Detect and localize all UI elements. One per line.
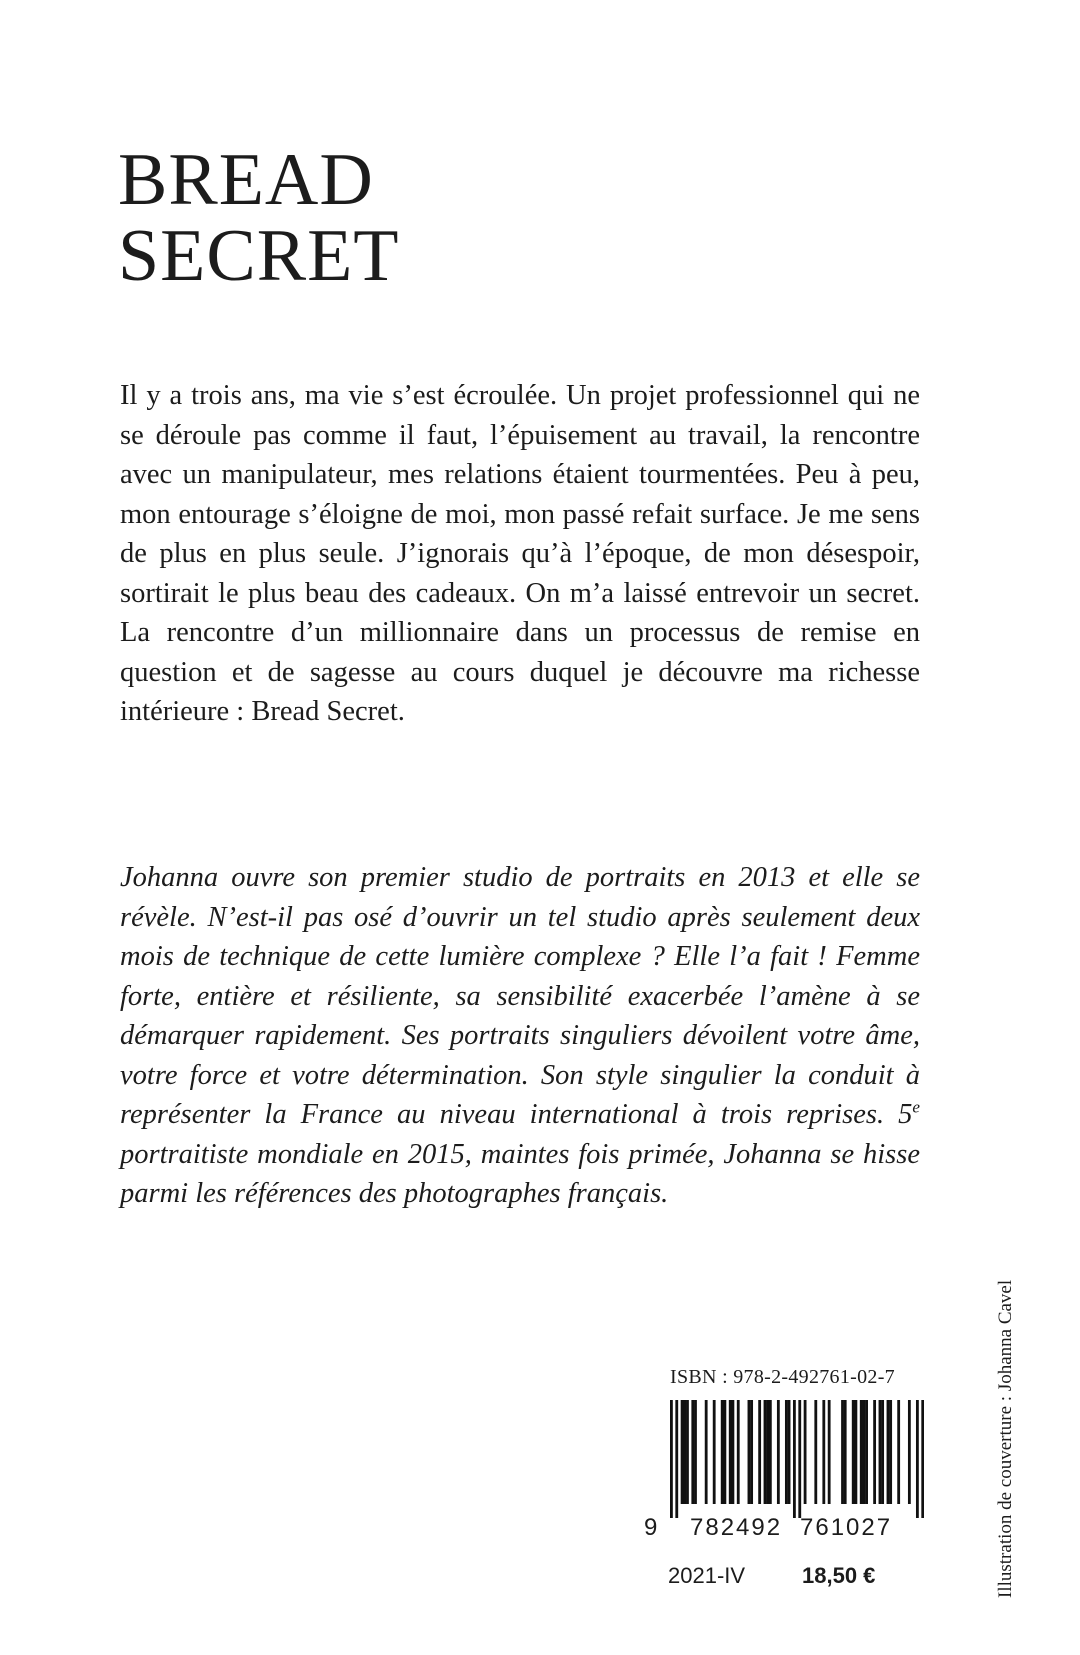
print-run: 2021-IV <box>668 1563 746 1588</box>
barcode-digits-left: 782492 <box>690 1514 783 1541</box>
barcode-bar <box>785 1400 788 1504</box>
author-bio-superscript: e <box>912 1097 920 1117</box>
isbn-label: ISBN : 978-2-492761-02-7 <box>670 1366 895 1388</box>
isbn-barcode <box>670 1400 924 1518</box>
author-bio-text-end: portraitiste mondiale en 2015, maintes fois primée, Johanna se hisse parmi les références des photographes français. <box>120 1138 920 1209</box>
barcode-bar <box>691 1400 694 1504</box>
barcode-bar <box>758 1400 761 1504</box>
barcode-bar <box>921 1400 924 1518</box>
barcode-bar <box>748 1400 751 1504</box>
book-title <box>118 139 400 297</box>
cover-illustration-credit: Illustration de couverture : Johanna Cavel <box>995 1279 1016 1598</box>
barcode-bar <box>788 1400 791 1504</box>
author-bio-text: Johanna ouvre son premier studio de portraits en 2013 et elle se révèle. N’est-il pas osé d’ouvrir un tel studio après seulement deux mois de technique de cette lumière complexe ? Elle l’a fait ! Femme forte, entière et résiliente, sa sensibilité exacerbée l’amène à se démarquer rapidement. Ses portraits singuliers dévoilent votre âme, votre force et votre détermination. Son style singulier la conduit à représenter la France au niveau international à trois reprises. 5 <box>120 862 920 1130</box>
barcode-bar <box>854 1400 857 1504</box>
barcode-bar <box>881 1400 884 1504</box>
barcode-bar <box>887 1400 890 1504</box>
price: 18,50 € <box>802 1563 876 1588</box>
barcode-bar <box>814 1400 817 1504</box>
barcode-bar <box>766 1400 769 1504</box>
barcode-bar <box>798 1400 801 1518</box>
barcode-bar <box>694 1400 697 1504</box>
barcode-bar <box>723 1400 726 1504</box>
book-summary: Il y a trois ans, ma vie s’est écroulée. Un projet professionnel qui ne se déroule pas comme il faut, l’épuisement au travail, la rencontre avec un manipulateur, mes relations étaient tourmentées. Peu à peu, mon entourage s’éloigne de moi, mon passé refait surface. Je me sens de plus en plus seule. J’ignorais qu’à l’époque, de mon désespoir, sortirait le plus beau des cadeaux. On m’a laissé entrevoir un secret. La rencontre d’un millionnaire dans un processus de remise en question et de sagesse au cours duquel je découvre ma richesse intérieure : Bread Secret. <box>120 380 920 727</box>
barcode-bar <box>860 1400 863 1504</box>
barcode-digit-first: 9 <box>644 1514 660 1541</box>
barcode-bar <box>852 1400 855 1504</box>
barcode-bar <box>822 1400 825 1504</box>
barcode-bar <box>863 1400 866 1504</box>
barcode-bar <box>729 1400 732 1504</box>
barcode-bar <box>705 1400 708 1504</box>
barcode-bar <box>686 1400 689 1504</box>
title-line-2: SECRET <box>118 215 400 297</box>
barcode-bar <box>731 1400 734 1504</box>
barcode-bar <box>670 1400 673 1518</box>
barcode-bar <box>737 1400 740 1504</box>
barcode-bar <box>873 1400 876 1504</box>
barcode-bar <box>897 1400 900 1504</box>
barcode-bar <box>681 1400 684 1504</box>
barcode-bar <box>828 1400 831 1504</box>
barcode-bar <box>841 1400 844 1504</box>
barcode-bar <box>769 1400 772 1504</box>
barcode-bar <box>683 1400 686 1504</box>
barcode-bar <box>879 1400 882 1504</box>
barcode-bar <box>865 1400 868 1504</box>
title-line-1: BREAD <box>118 139 374 221</box>
barcode-bar <box>889 1400 892 1504</box>
barcode-bar <box>777 1400 780 1504</box>
barcode-bar <box>793 1400 796 1518</box>
barcode-digits-right: 761027 <box>800 1514 893 1541</box>
barcode-bar <box>713 1400 716 1504</box>
barcode-bar <box>844 1400 847 1504</box>
author-bio <box>120 858 920 1214</box>
barcode-bar <box>750 1400 753 1504</box>
barcode-bar <box>675 1400 678 1518</box>
barcode-bar <box>916 1400 919 1518</box>
barcode-bar <box>721 1400 724 1504</box>
barcode-bar <box>804 1400 807 1504</box>
barcode-bar <box>764 1400 767 1504</box>
barcode-bar <box>908 1400 911 1504</box>
